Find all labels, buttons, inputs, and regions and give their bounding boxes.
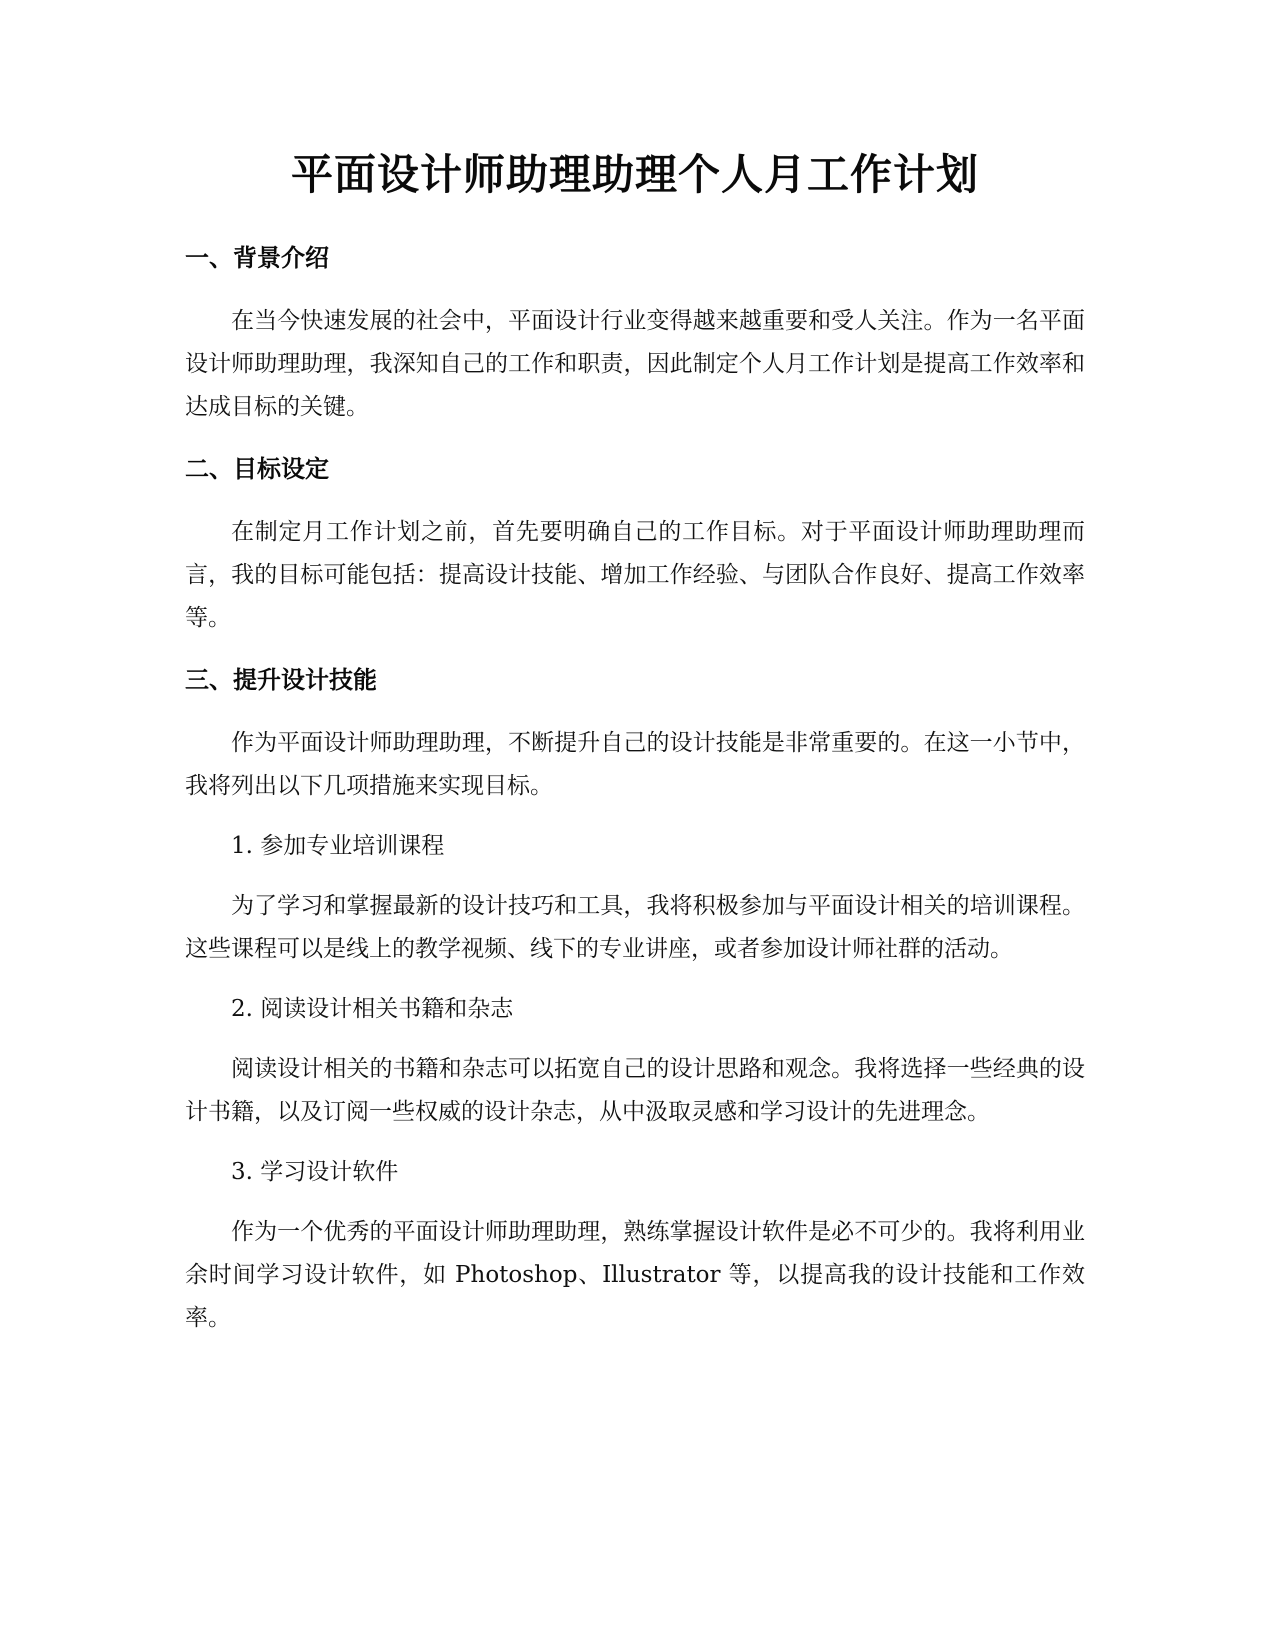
section-paragraph-background: 在当今快速发展的社会中，平面设计行业变得越来越重要和受人关注。作为一名平面设计师助理助理，我深知自己的工作和职责，因此制定个人月工作计划是提高工作效率和达成目标的关键。 [185,308,1085,420]
section-heading-skills: 三、提升设计技能 [185,666,377,694]
section-heading-background: 一、背景介绍 [185,244,329,272]
document-page [185,148,1085,1340]
section-paragraph-skills: 作为平面设计师助理助理，不断提升自己的设计技能是非常重要的。在这一小节中，我将列出以下几项措施来实现目标。 [185,730,1085,799]
list-item-text-reading: 阅读设计相关的书籍和杂志可以拓宽自己的设计思路和观念。我将选择一些经典的设计书籍，以及订阅一些权威的设计杂志，从中汲取灵感和学习设计的先进理念。 [185,1056,1085,1125]
section-heading-goals: 二、目标设定 [185,455,329,483]
list-item-title-reading: 2. 阅读设计相关书籍和杂志 [231,996,514,1022]
list-item-text-software: 作为一个优秀的平面设计师助理助理，熟练掌握设计软件是必不可少的。我将利用业余时间学习设计软件，如 Photoshop、Illustrator 等，以提高我的设计技能和工作效率。 [185,1219,1085,1331]
section-paragraph-goals: 在制定月工作计划之前，首先要明确自己的工作目标。对于平面设计师助理助理而言，我的目标可能包括：提高设计技能、增加工作经验、与团队合作良好、提高工作效率等。 [185,519,1085,631]
list-item-title-software: 3. 学习设计软件 [231,1159,399,1185]
list-item-text-training: 为了学习和掌握最新的设计技巧和工具，我将积极参加与平面设计相关的培训课程。这些课程可以是线上的教学视频、线下的专业讲座，或者参加设计师社群的活动。 [185,893,1085,962]
list-item-title-training: 1. 参加专业培训课程 [231,833,445,859]
document-title: 平面设计师助理助理个人月工作计划 [290,150,979,199]
